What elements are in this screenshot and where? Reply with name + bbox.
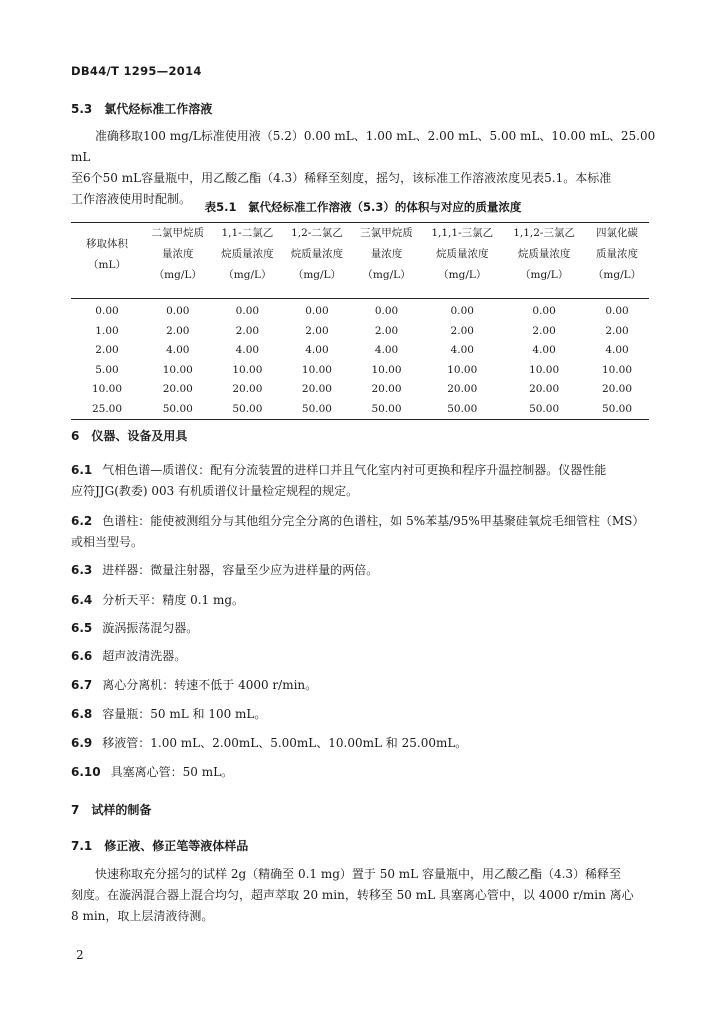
table-cell: 4.00 <box>235 344 260 356</box>
table-cell: 2.00 <box>235 324 260 337</box>
table-cell: 2.00 <box>95 344 119 356</box>
table-cell: 0.00 <box>450 305 474 317</box>
document-code-header: DB44/T 1295—2014 <box>71 64 202 78</box>
header-cell: 四氯化碳 质量浓度 （mg/L） <box>585 223 649 299</box>
header-cell: 移取体积 （mL） <box>71 223 143 299</box>
list-item: 6.7 离心分离机：转速不低于 4000 r/min。 <box>71 678 318 692</box>
table-row <box>71 400 649 420</box>
paragraph-line: 工作溶液使用时配制。 <box>71 192 192 206</box>
table-cell: 50.00 <box>371 402 402 415</box>
table-cell: 2.00 <box>166 324 190 337</box>
table-row <box>71 341 649 361</box>
table-cell: 10.00 <box>232 363 263 376</box>
list-item: 6.3 进样器：微量注射器，容量至少应为进样量的两倍。 <box>71 563 379 577</box>
table-cell: 20.00 <box>371 383 402 395</box>
table-cell: 10.00 <box>447 363 478 376</box>
table-cell: 0.00 <box>532 305 556 317</box>
table-cell: 10.00 <box>162 363 193 376</box>
table-cell: 2.00 <box>532 324 556 337</box>
table-cell: 50.00 <box>447 402 478 415</box>
header-cell: 二氯甲烷质 量浓度 （mg/L） <box>143 223 213 299</box>
table-caption: 表5.1 氯代烃标准工作溶液（5.3）的体积与对应的质量浓度 <box>204 200 522 214</box>
table-cell: 50.00 <box>529 402 560 415</box>
table-cell: 0.00 <box>374 305 399 317</box>
table-cell: 2.00 <box>605 324 629 337</box>
section-5-3-paragraph <box>71 126 661 210</box>
table-cell: 10.00 <box>301 363 332 376</box>
table-cell: 20.00 <box>601 383 633 395</box>
table-cell: 4.00 <box>166 344 190 356</box>
table-cell: 10.00 <box>91 383 123 395</box>
table-cell: 4.00 <box>374 344 399 356</box>
paragraph-line: 至6个50 mL容量瓶中，用乙酸乙酯（4.3）稀释至刻度，摇匀，该标准工作溶液浓度见表5.1。本标准 <box>71 171 612 185</box>
table-header-row <box>71 223 649 299</box>
table-cell: 0.00 <box>605 305 629 317</box>
paragraph-line: 准确移取100 mg/L标准使用液（5.2）0.00 mL、1.00 mL、2.00 mL、5.00 mL、10.00 mL、25.00 mL <box>71 129 656 164</box>
header-cell: 1,1,2-三氯乙 烷质量浓度 （mg/L） <box>503 223 585 299</box>
table-row <box>71 380 649 400</box>
table-row <box>71 361 649 381</box>
section-5-3-title: 5.3 氯代烃标准工作溶液 <box>71 102 213 116</box>
section-7-1-paragraph <box>71 864 661 927</box>
table-cell: 50.00 <box>601 402 633 415</box>
table-cell: 4.00 <box>532 344 556 356</box>
table-cell: 0.00 <box>305 305 329 317</box>
paragraph-line: 快速称取充分摇匀的试样 2g（精确至 0.1 mg）置于 50 mL 容量瓶中，用乙酸乙酯（4.3）稀释至 <box>95 867 622 881</box>
section-6-title: 6 仪器、设备及用具 <box>71 429 188 443</box>
section-7-1-title: 7.1 修正液、修正笔等液体样品 <box>71 839 249 853</box>
table-cell: 4.00 <box>605 344 629 356</box>
table-cell: 4.00 <box>450 344 474 356</box>
table-cell: 2.00 <box>305 324 329 337</box>
table-cell: 0.00 <box>95 305 119 317</box>
table-row <box>71 299 649 322</box>
table-cell: 20.00 <box>447 383 478 395</box>
list-item: 6.10 具塞离心管：50 mL。 <box>71 765 234 779</box>
list-item: 6.5 漩涡振荡混匀器。 <box>71 621 199 635</box>
concentration-table <box>71 222 649 420</box>
table-cell: 2.00 <box>450 324 474 337</box>
table-cell: 25.00 <box>91 402 123 415</box>
header-cell: 1,2-二氯乙 烷质量浓度 （mg/L） <box>282 223 352 299</box>
list-item: 6.4 分析天平：精度 0.1 mg。 <box>71 593 245 607</box>
table-cell: 1.00 <box>95 324 119 337</box>
list-item: 6.6 超声波清洗器。 <box>71 649 187 663</box>
header-cell: 1,1-二氯乙 烷质量浓度 （mg/L） <box>213 223 283 299</box>
header-cell: 三氯甲烷质 量浓度 （mg/L） <box>352 223 422 299</box>
table-cell: 20.00 <box>162 383 193 395</box>
paragraph-line: 8 min，取上层清液待测。 <box>71 909 214 923</box>
table-cell: 10.00 <box>601 363 633 376</box>
paragraph-line: 刻度。在漩涡混合器上混合均匀，超声萃取 20 min，转移至 50 mL 具塞离心管中，以 4000 r/min 离心 <box>71 888 634 902</box>
list-item: 6.8 容量瓶：50 mL 和 100 mL。 <box>71 707 267 721</box>
table-row <box>71 322 649 342</box>
header-cell: 1,1,1-三氯乙 烷质量浓度 （mg/L） <box>421 223 503 299</box>
table-cell: 50.00 <box>162 402 193 415</box>
table-cell: 20.00 <box>529 383 560 395</box>
list-item: 6.2 色谱柱：能使被测组分与其他组分完全分离的色谱柱，如 5%苯基/95%甲基聚硅氧烷毛细管柱（MS） 或相当型号。 <box>71 514 645 549</box>
table-cell: 20.00 <box>301 383 332 395</box>
list-item: 6.9 移液管：1.00 mL、2.00mL、5.00mL、10.00mL 和 25.00mL。 <box>71 736 468 750</box>
table-cell: 0.00 <box>235 305 260 317</box>
table-cell: 10.00 <box>371 363 402 376</box>
table-cell: 0.00 <box>166 305 190 317</box>
page-number: 2 <box>76 948 84 962</box>
table-cell: 10.00 <box>529 363 560 376</box>
list-item: 6.1 气相色谱—质谱仪：配有分流装置的进样口并且气化室内衬可更换和程序升温控制器。仪器性能 应符JJG(教委) 003 有机质谱仪计量检定规程的规定。 <box>71 463 607 498</box>
table-cell: 4.00 <box>305 344 329 356</box>
table-cell: 20.00 <box>232 383 263 395</box>
table-cell: 50.00 <box>301 402 332 415</box>
table-cell: 50.00 <box>232 402 263 415</box>
table-cell: 2.00 <box>374 324 399 337</box>
section-7-title: 7 试样的制备 <box>71 803 152 817</box>
table-cell: 5.00 <box>95 363 119 376</box>
